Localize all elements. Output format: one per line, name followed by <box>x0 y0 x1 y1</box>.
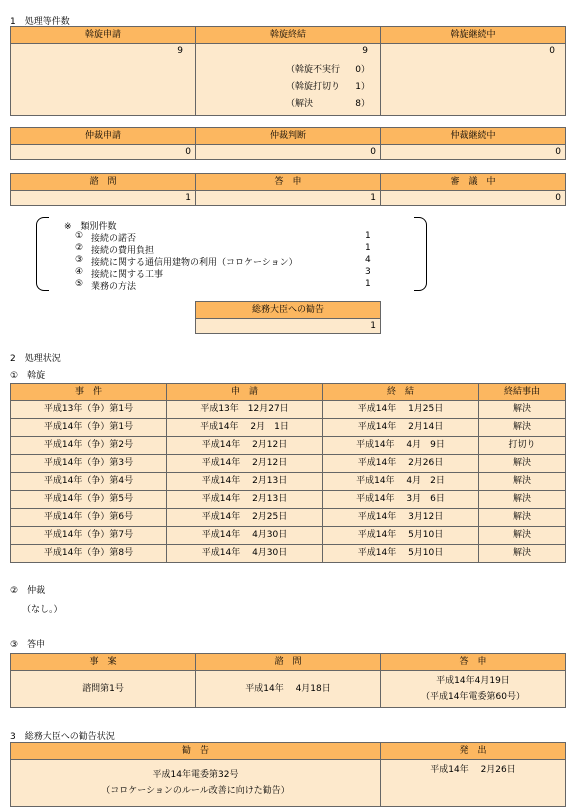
header-conclusion-reason: 終結事由 <box>479 384 566 401</box>
table-cell: 解決 <box>479 527 566 545</box>
recommendation-number: 平成14年電委第32号 <box>152 770 239 780</box>
category-num: ③ <box>75 255 84 265</box>
arbitration-decision-value: 0 <box>196 145 381 160</box>
table-cell: 平成14年 2月14日 <box>323 419 479 437</box>
section3-title: 3 総務大臣への勧告状況 <box>10 732 115 742</box>
category-num: ② <box>75 243 84 253</box>
header-answer: 答 申 <box>196 174 381 191</box>
category-item <box>75 255 375 266</box>
report-case-value: 諮問第1号 <box>11 671 196 708</box>
category-count: 4 <box>365 255 371 265</box>
breakdown-value: 8） <box>355 99 370 109</box>
mediation-status-table <box>10 383 566 563</box>
table-cell: 平成14年 3月12日 <box>323 509 479 527</box>
mediation-concluded-value: 9 <box>362 46 368 56</box>
table-cell: 解決 <box>479 491 566 509</box>
header-inquiry: 諮 問 <box>11 174 196 191</box>
recommendation-issued-value: 平成14年 2月26日 <box>381 760 566 807</box>
table-cell: 解決 <box>479 401 566 419</box>
arbitration-ongoing-value: 0 <box>381 145 566 160</box>
header-conclusion: 終 結 <box>323 384 479 401</box>
category-count: 1 <box>365 279 371 289</box>
table-cell: 平成14年 4月 2日 <box>323 473 479 491</box>
category-label: 接続の諾否 <box>91 234 137 244</box>
category-count: 1 <box>365 243 371 253</box>
recommendation-detail-cell <box>11 760 381 807</box>
category-label: 接続の費用負担 <box>91 246 155 256</box>
table-cell: 解決 <box>479 473 566 491</box>
table-cell: 平成14年 2月12日 <box>167 455 323 473</box>
mediation-count-table <box>10 26 566 116</box>
header-deliberation: 審 議 中 <box>381 174 566 191</box>
report-status-table <box>10 653 566 708</box>
category-num: ① <box>75 231 84 241</box>
table-cell: 解決 <box>479 455 566 473</box>
left-bracket <box>36 217 49 291</box>
recommendation-description: （コロケーションのルール改善に向けた勧告） <box>101 786 290 796</box>
table-cell: 平成14年（争）第3号 <box>11 455 167 473</box>
table-cell: 平成14年（争）第5号 <box>11 491 167 509</box>
breakdown-value: 1） <box>355 82 370 92</box>
header-mediation-ongoing: 斡旋継続中 <box>381 27 566 44</box>
section1-title: 1 処理等件数 <box>10 17 70 27</box>
answer-value: 1 <box>196 191 381 206</box>
deliberation-value: 0 <box>381 191 566 206</box>
section2-title: 2 処理状況 <box>10 354 61 364</box>
inquiry-value: 1 <box>11 191 196 206</box>
table-cell: 平成14年 5月10日 <box>323 527 479 545</box>
table-cell: 解決 <box>479 419 566 437</box>
breakdown-label: （解決 <box>286 99 314 109</box>
table-cell: 平成14年 4月30日 <box>167 545 323 563</box>
table-cell: 解決 <box>479 545 566 563</box>
recommendation-status-table <box>10 742 566 807</box>
table-cell: 平成13年 12月27日 <box>167 401 323 419</box>
header-recommendation: 総務大臣への勧告 <box>196 302 381 319</box>
breakdown-label: （斡旋打切り <box>286 82 341 92</box>
breakdown-value: 0） <box>355 65 370 75</box>
table-cell: 平成14年 2月25日 <box>167 509 323 527</box>
table-cell: 解決 <box>479 509 566 527</box>
table-cell: 平成14年 1月25日 <box>323 401 479 419</box>
category-label: 接続に関する通信用建物の利用（コロケーション） <box>91 258 298 268</box>
table-cell: 平成13年（争）第1号 <box>11 401 167 419</box>
table-cell: 平成14年（争）第7号 <box>11 527 167 545</box>
header-arbitration-ongoing: 仲裁継続中 <box>381 128 566 145</box>
mediation-ongoing-value: 0 <box>381 44 566 116</box>
report-answer-cell <box>381 671 566 708</box>
arbitration-count-table <box>10 127 566 160</box>
header-arbitration-decision: 仲裁判断 <box>196 128 381 145</box>
mediation-status-title: ① 斡旋 <box>10 371 46 381</box>
table-cell: 平成14年 2月13日 <box>167 491 323 509</box>
recommendation-value: 1 <box>196 319 381 334</box>
header-report-inquiry: 諮 問 <box>196 654 381 671</box>
report-answer-date: 平成14年4月19日 <box>436 676 510 686</box>
arbitration-status-title: ② 仲裁 <box>10 586 46 596</box>
table-cell: 平成14年（争）第2号 <box>11 437 167 455</box>
category-count: 3 <box>365 267 371 277</box>
breakdown-label: （斡旋不実行 <box>286 65 341 75</box>
table-cell: 打切り <box>479 437 566 455</box>
table-cell: 平成14年（争）第8号 <box>11 545 167 563</box>
table-cell: 平成14年（争）第4号 <box>11 473 167 491</box>
table-cell: 平成14年（争）第1号 <box>11 419 167 437</box>
category-num: ④ <box>75 267 84 277</box>
recommendation-count-table <box>195 301 381 334</box>
header-report-answer: 答 申 <box>381 654 566 671</box>
header-case: 事 件 <box>11 384 167 401</box>
category-num: ⑤ <box>75 279 84 289</box>
report-status-title: ③ 答申 <box>10 640 46 650</box>
category-item <box>75 279 375 290</box>
header-application: 申 請 <box>167 384 323 401</box>
report-answer-number: （平成14年電委第60号） <box>421 692 525 702</box>
header-issued-date: 発 出 <box>381 743 566 760</box>
table-cell: 平成14年 2月26日 <box>323 455 479 473</box>
category-label: 接続に関する工事 <box>91 270 164 280</box>
report-inquiry-value: 平成14年 4月18日 <box>196 671 381 708</box>
category-item <box>75 267 375 278</box>
table-cell: 平成14年 5月10日 <box>323 545 479 563</box>
table-cell: 平成14年 4月30日 <box>167 527 323 545</box>
inquiry-count-table <box>10 173 566 206</box>
header-report-case: 事 案 <box>11 654 196 671</box>
category-item <box>75 231 375 242</box>
category-label: 業務の方法 <box>91 282 137 292</box>
table-cell: 平成14年 2月 1日 <box>167 419 323 437</box>
header-mediation-application: 斡旋申請 <box>11 27 196 44</box>
header-recommendation-issued: 勧 告 <box>11 743 381 760</box>
table-cell: 平成14年 3月 6日 <box>323 491 479 509</box>
arbitration-status-note: （なし。） <box>22 605 63 615</box>
arbitration-application-value: 0 <box>11 145 196 160</box>
table-cell: 平成14年 2月12日 <box>167 437 323 455</box>
category-count: 1 <box>365 231 371 241</box>
header-mediation-concluded: 斡旋終結 <box>196 27 381 44</box>
right-bracket <box>414 217 427 291</box>
mediation-concluded-cell <box>196 44 381 116</box>
header-arbitration-application: 仲裁申請 <box>11 128 196 145</box>
table-cell: 平成14年 2月13日 <box>167 473 323 491</box>
category-item <box>75 243 375 254</box>
mediation-application-value: 9 <box>11 44 196 116</box>
table-cell: 平成14年 4月 9日 <box>323 437 479 455</box>
category-title: ※ 類別件数 <box>64 222 117 232</box>
table-cell: 平成14年（争）第6号 <box>11 509 167 527</box>
